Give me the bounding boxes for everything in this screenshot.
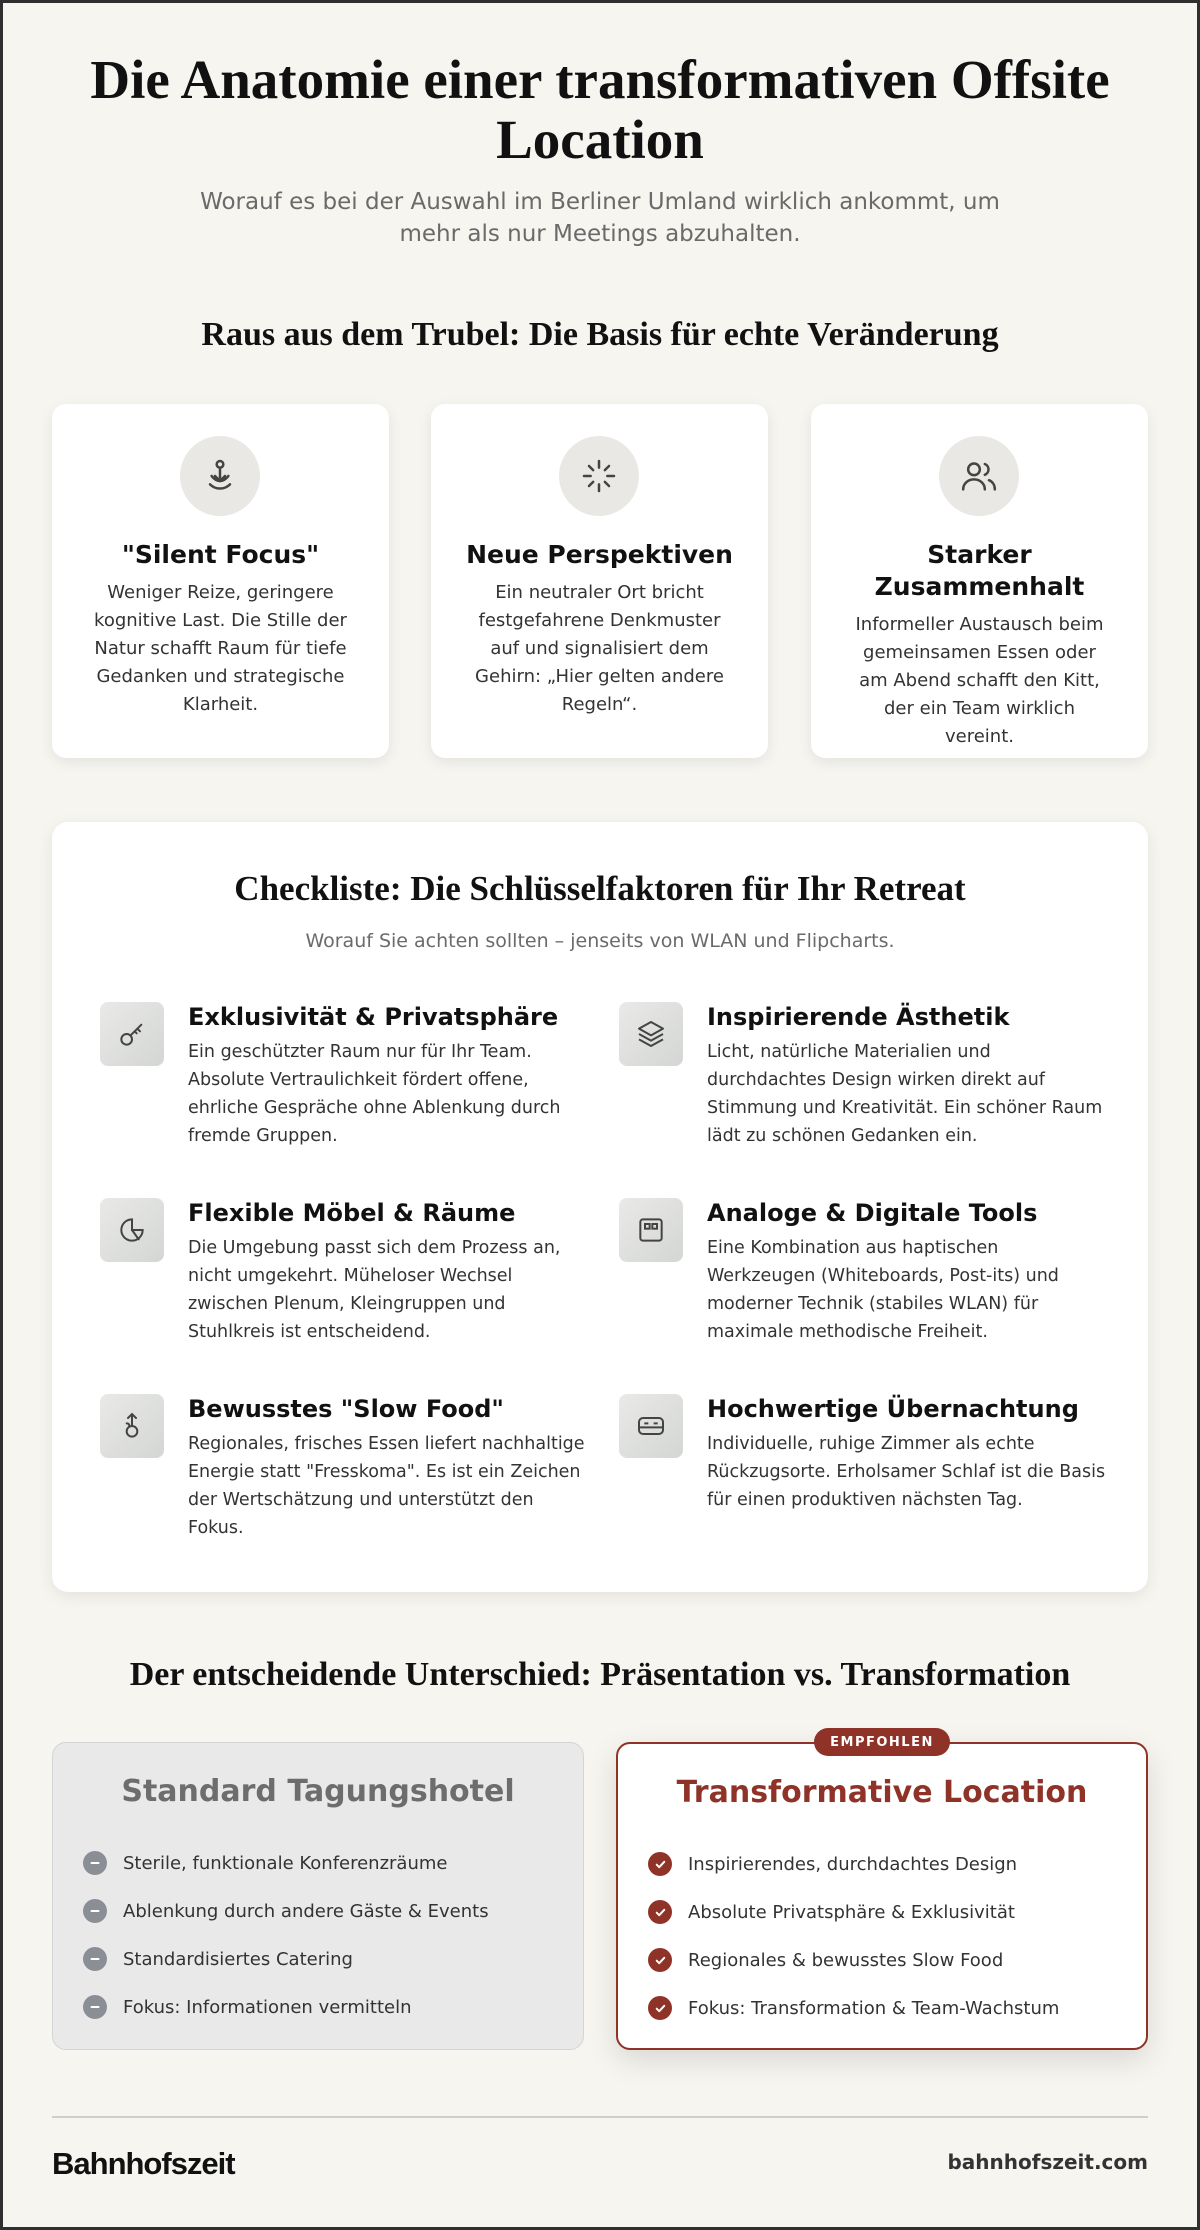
check-icon [648, 1852, 672, 1876]
item-text: Ein geschützter Raum nur für Ihr Team. Absolute Vertraulichkeit fördert offene, ehrliche Gespräche ohne Ablenkung durch fremde Gruppen. [188, 1042, 561, 1146]
item-title: Analoge & Digitale Tools [707, 1199, 1038, 1227]
list-item [648, 1888, 1059, 1936]
meditation-icon [180, 436, 260, 516]
list-item-label: Ablenkung durch andere Gäste & Events [123, 1900, 489, 1922]
website-link[interactable]: bahnhofszeit.com [947, 2150, 1148, 2174]
transformative-title: Transformative Location [676, 1775, 1088, 1810]
minus-icon [83, 1947, 107, 1971]
footer-divider [52, 2116, 1148, 2118]
list-item [83, 1839, 489, 1887]
list-item [83, 1935, 489, 1983]
recommended-badge: EMPFOHLEN [814, 1728, 950, 1756]
card-silent-focus [52, 404, 389, 758]
item-text: Individuelle, ruhige Zimmer als echte Rückzugsorte. Erholsamer Schlaf ist die Basis für einen produktiven nächsten Tag. [707, 1434, 1106, 1510]
item-title: Inspirierende Ästhetik [707, 1003, 1010, 1031]
card-title: "Silent Focus" [121, 540, 320, 569]
check-icon [648, 1948, 672, 1972]
checklist-subtitle: Worauf Sie achten sollten – jenseits von WLAN und Flipcharts. [305, 930, 895, 952]
check-icon [648, 1900, 672, 1924]
list-item-label: Absolute Privatsphäre & Exklusivität [688, 1901, 1015, 1923]
list-item-label: Fokus: Transformation & Team-Wachstum [688, 1997, 1060, 2019]
item-text: Eine Kombination aus haptischen Werkzeugen (Whiteboards, Post-its) und moderner Technik (stabiles WLAN) für maximale methodische Freiheit. [707, 1238, 1059, 1342]
item-text: Regionales, frisches Essen liefert nachhaltige Energie statt "Fresskoma". Es ist ein Zeichen der Wertschätzung und unterstützt den Fokus. [188, 1434, 585, 1538]
transformative-location-card [616, 1734, 1148, 2050]
board-icon [619, 1198, 683, 1262]
bed-icon [619, 1394, 683, 1458]
check-icon [648, 1996, 672, 2020]
layers-icon [619, 1002, 683, 1066]
card-title: Starker Zusammenhalt [874, 540, 1085, 601]
page-subtitle: Worauf es bei der Auswahl im Berliner Umland wirklich ankommt, um mehr als nur Meetings abzuhalten. [200, 189, 1000, 247]
item-text: Licht, natürliche Materialien und durchdachtes Design wirken direkt auf Stimmung und Kreativität. Ein schöner Raum lädt zu schönen Gedanken ein. [707, 1042, 1103, 1146]
list-item-label: Sterile, funktionale Konferenzräume [123, 1852, 448, 1874]
brand-logo[interactable]: Bahnhofszeit [52, 2146, 235, 2181]
standard-list [83, 1839, 489, 2031]
sprout-icon [100, 1394, 164, 1458]
list-item-label: Standardisiertes Catering [123, 1948, 353, 1970]
list-item [83, 1983, 489, 2031]
list-item-label: Regionales & bewusstes Slow Food [688, 1949, 1004, 1971]
item-title: Hochwertige Übernachtung [707, 1395, 1079, 1423]
comparison-heading: Der entscheidende Unterschied: Präsentation vs. Transformation [129, 1656, 1071, 1693]
card-text: Informeller Austausch beim gemeinsamen Essen oder am Abend schafft den Kitt, der ein Team wirklich vereint. [855, 614, 1104, 747]
users-icon [939, 436, 1019, 516]
chart-icon [100, 1198, 164, 1262]
item-text: Die Umgebung passt sich dem Prozess an, nicht umgekehrt. Müheloser Wechsel zwischen Plenum, Kleingruppen und Stuhlkreis ist entscheidend. [188, 1238, 561, 1342]
minus-icon [83, 1995, 107, 2019]
transformative-list [648, 1840, 1059, 2032]
card-text: Ein neutraler Ort bricht festgefahrene Denkmuster auf und signalisiert dem Gehirn: „Hier gelten andere Regeln“. [475, 582, 724, 715]
list-item-label: Fokus: Informationen vermitteln [123, 1996, 412, 2018]
standard-title: Standard Tagungshotel [121, 1774, 515, 1809]
page-title: Die Anatomie einer transformativen Offsite Location [90, 49, 1110, 170]
list-item [83, 1887, 489, 1935]
basis-cards [52, 404, 1148, 758]
standard-hotel-card [52, 1742, 584, 2050]
item-title: Exklusivität & Privatsphäre [188, 1003, 559, 1031]
list-item [648, 1936, 1059, 1984]
list-item [648, 1840, 1059, 1888]
key-icon [100, 1002, 164, 1066]
sparkle-icon [559, 436, 639, 516]
minus-icon [83, 1899, 107, 1923]
list-item [648, 1984, 1059, 2032]
checklist-panel [52, 822, 1148, 1592]
card-neue-perspektiven [431, 404, 768, 758]
item-title: Flexible Möbel & Räume [188, 1199, 516, 1227]
item-title: Bewusstes "Slow Food" [188, 1395, 504, 1423]
card-title: Neue Perspektiven [466, 540, 733, 569]
checklist-title: Checkliste: Die Schlüsselfaktoren für Ihr Retreat [234, 869, 966, 908]
minus-icon [83, 1851, 107, 1875]
list-item-label: Inspirierendes, durchdachtes Design [688, 1853, 1018, 1875]
card-text: Weniger Reize, geringere kognitive Last. Die Stille der Natur schafft Raum für tiefe Gedanken und strategische Klarheit. [94, 582, 347, 715]
card-zusammenhalt [811, 404, 1148, 758]
basis-heading: Raus aus dem Trubel: Die Basis für echte Veränderung [201, 316, 999, 353]
